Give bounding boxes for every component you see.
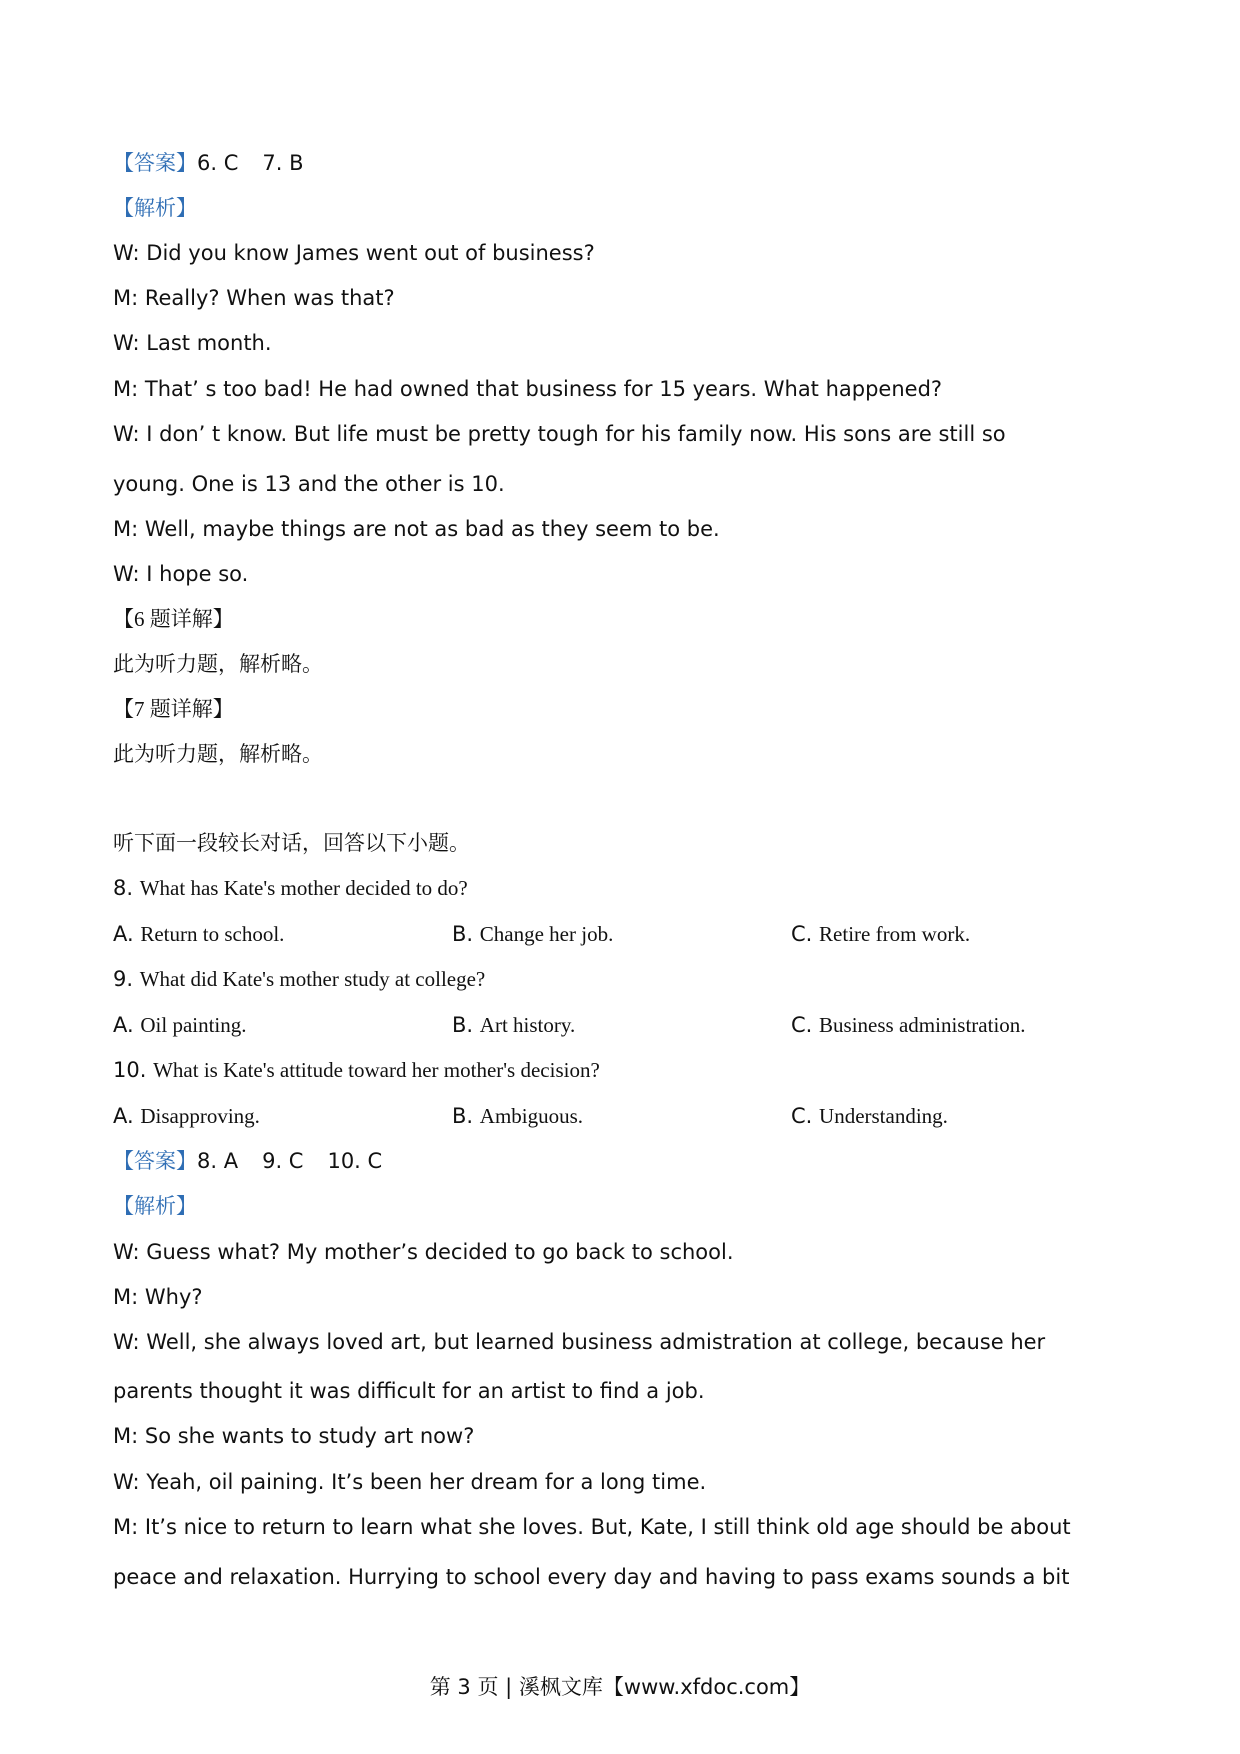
dialogue-line: W: Well, she always loved art, but learned business admistration at college, because her [113,1330,1046,1354]
option-a: A. Oil painting. [113,1013,247,1037]
analysis-tag: 【解析】 [113,196,197,220]
question-text: What has Kate's mother decided to do? [139,876,468,900]
dialogue-line: M: So she wants to study art now? [113,1424,475,1448]
dialogue-line: young. One is 13 and the other is 10. [113,472,505,496]
footer-separator: | [505,1675,513,1699]
option-c: C. Understanding. [791,1104,948,1128]
page-suffix: 页 [477,1675,499,1699]
site-link[interactable]: 【www.xfdoc.com】 [602,1675,811,1699]
question-text: What did Kate's mother study at college? [139,967,486,991]
answer-tag: 【答案】 [113,1149,197,1173]
dialogue-line: W: Guess what? My mother’s decided to go back to school. [113,1240,734,1264]
question-text: What is Kate's attitude toward her mother's decision? [153,1058,600,1082]
answer-text: 8. A [197,1149,239,1173]
question-number: 9. [113,967,134,991]
section-intro: 听下面一段较长对话，回答以下小题。 [113,831,470,855]
q7-detail-tag: 【7 题详解】 [113,697,234,721]
question-number: 8. [113,876,134,900]
answer-line-1 [113,148,304,178]
page-footer [0,1672,1240,1702]
answer-text: 7. B [262,151,304,175]
option-b: B. Change her job. [452,922,614,946]
option-b: B. Art history. [452,1013,576,1037]
q6-detail-tag: 【6 题详解】 [113,607,234,631]
answer-line-2 [113,1146,382,1176]
dialogue-line: W: Did you know James went out of business? [113,241,595,265]
page-number: 3 [457,1675,471,1699]
option-c: C. Business administration. [791,1013,1026,1037]
q7-detail-text: 此为听力题，解析略。 [113,742,323,766]
answer-tag: 【答案】 [113,151,197,175]
dialogue-line: M: Why? [113,1285,203,1309]
dialogue-line: M: Really? When was that? [113,286,395,310]
library-name: 溪枫文库 [518,1675,603,1699]
analysis-tag: 【解析】 [113,1194,197,1218]
page-prefix: 第 [429,1675,451,1699]
option-c: C. Retire from work. [791,922,971,946]
dialogue-line: M: That’ s too bad! He had owned that business for 15 years. What happened? [113,377,943,401]
dialogue-line: parents thought it was difficult for an artist to find a job. [113,1379,705,1403]
question-8 [113,873,468,903]
dialogue-line: W: Last month. [113,331,272,355]
question-9 [113,964,485,994]
dialogue-line: W: Yeah, oil paining. It’s been her dream for a long time. [113,1470,707,1494]
option-a: A. Disapproving. [113,1104,260,1128]
dialogue-line: M: It’s nice to return to learn what she loves. But, Kate, I still think old age should be about [113,1515,1071,1539]
option-a: A. Return to school. [113,922,285,946]
answer-text: 6. C [197,151,239,175]
dialogue-line: M: Well, maybe things are not as bad as they seem to be. [113,517,720,541]
answer-text: 10. C [327,1149,383,1173]
dialogue-line: peace and relaxation. Hurrying to school every day and having to pass exams sounds a bit [113,1565,1070,1589]
dialogue-line: W: I don’ t know. But life must be pretty tough for his family now. His sons are still so [113,422,1006,446]
question-10 [113,1055,600,1085]
answer-text: 9. C [262,1149,304,1173]
question-number: 10. [113,1058,147,1082]
option-b: B. Ambiguous. [452,1104,584,1128]
dialogue-line: W: I hope so. [113,562,249,586]
q6-detail-text: 此为听力题，解析略。 [113,652,323,676]
